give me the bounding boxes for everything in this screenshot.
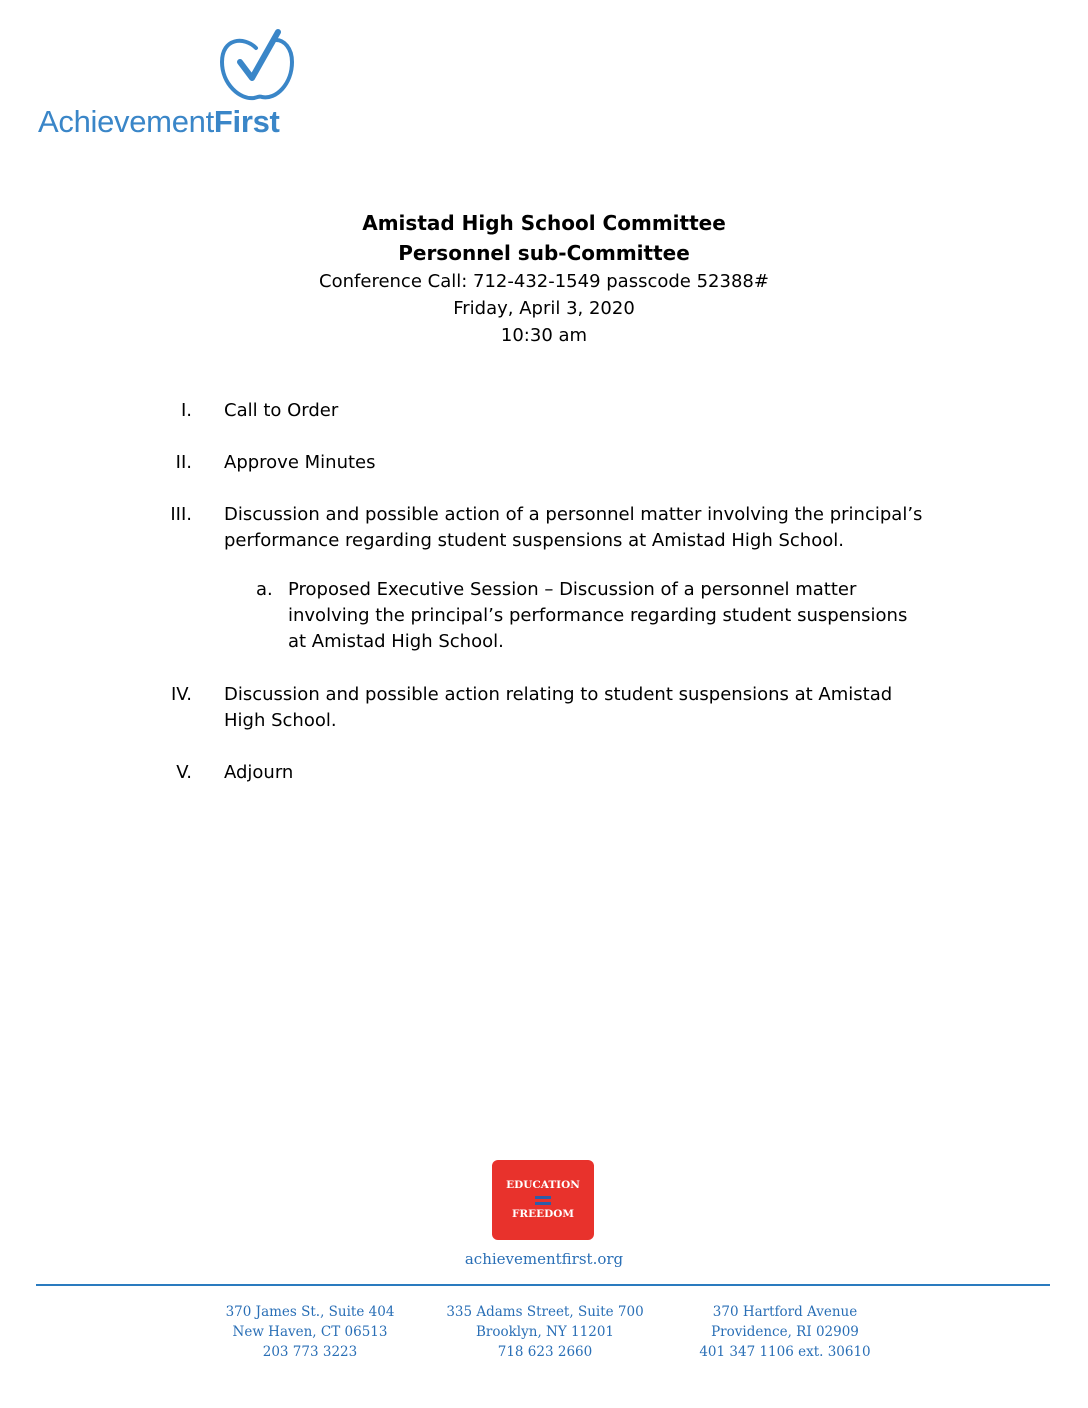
address-street: 370 James St., Suite 404 <box>225 1304 395 1320</box>
address-city: New Haven, CT 06513 <box>232 1324 388 1340</box>
address-brooklyn <box>425 1302 665 1362</box>
agenda-numeral: II. <box>175 452 192 473</box>
meeting-date: Friday, April 3, 2020 <box>453 298 635 319</box>
agenda-numeral: I. <box>180 400 192 421</box>
address-phone: 401 347 1106 ext. 30610 <box>699 1344 871 1360</box>
agenda-numeral: V. <box>176 762 192 783</box>
address-city: Providence, RI 02909 <box>711 1324 859 1340</box>
agenda-text: Adjourn <box>224 762 294 783</box>
agenda-text: Discussion and possible action of a personnel matter involving the principal’s performance regarding student suspensions at Amistad High School. <box>224 504 923 551</box>
address-phone: 718 623 2660 <box>497 1344 593 1360</box>
address-new-haven <box>190 1302 430 1362</box>
address-street: 370 Hartford Avenue <box>712 1304 858 1320</box>
agenda-text: Call to Order <box>224 400 339 421</box>
logo-wordmark: AchievementFirst <box>38 104 280 139</box>
badge-bottom-text: FREEDOM <box>511 1208 575 1220</box>
agenda-numeral: IV. <box>170 684 192 705</box>
meeting-time: 10:30 am <box>500 325 588 346</box>
agenda-text: Approve Minutes <box>224 452 376 473</box>
conference-call-info: Conference Call: 712-432-1549 passcode 52388# <box>319 271 769 292</box>
subitem-letter: a. <box>256 579 273 600</box>
committee-title: Amistad High School Committee <box>362 211 726 235</box>
website-link[interactable]: achievementfirst.org <box>464 1250 624 1268</box>
address-phone: 203 773 3223 <box>262 1344 358 1360</box>
footer-divider <box>36 1284 1050 1286</box>
education-freedom-badge <box>492 1160 594 1240</box>
subitem-text: Proposed Executive Session – Discussion of a personnel matter involving the principal’s performance regarding student suspensions at Amistad High School. <box>288 579 908 652</box>
agenda-numeral: III. <box>170 504 192 525</box>
agenda-text: Discussion and possible action relating to student suspensions at Amistad High School. <box>224 684 893 731</box>
equals-icon <box>535 1196 551 1205</box>
subcommittee-title: Personnel sub-Committee <box>398 241 690 265</box>
address-city: Brooklyn, NY 11201 <box>476 1324 614 1340</box>
address-providence <box>665 1302 905 1362</box>
badge-top-text: EDUCATION <box>506 1179 580 1191</box>
address-street: 335 Adams Street, Suite 700 <box>446 1304 644 1320</box>
